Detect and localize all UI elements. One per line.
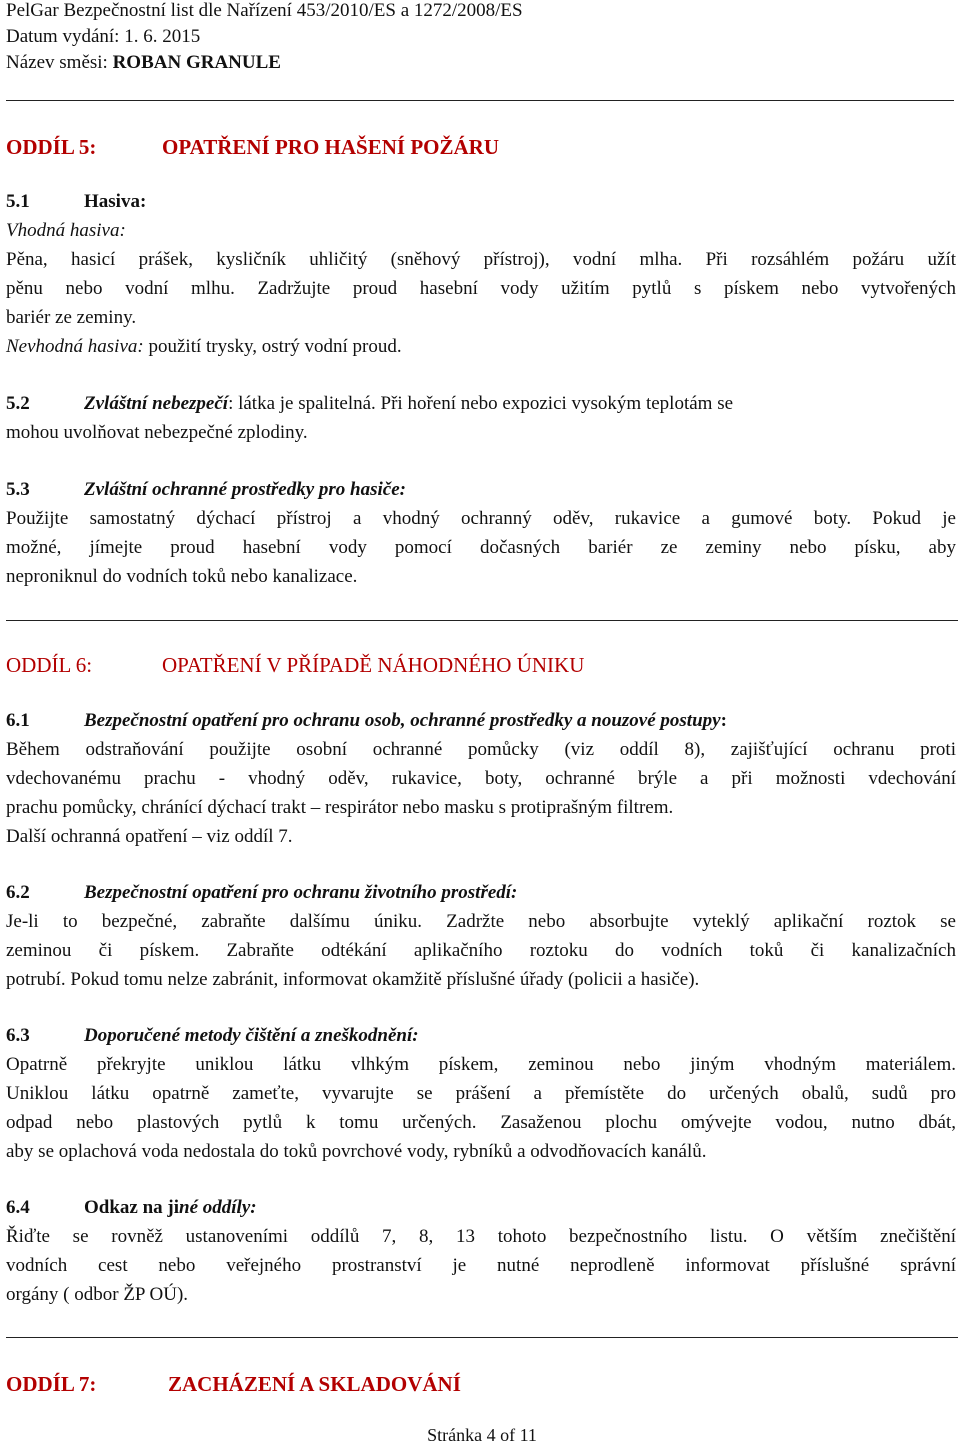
header-title: PelGar Bezpečnostní list dle Nařízení 453/2010/ES a 1272/2008/ES xyxy=(6,0,523,21)
para-6-1-line-3: prachu pomůcky, chránící dýchací trakt – respirátor nebo masku s protiprašným filtrem. xyxy=(6,797,674,818)
para-6-1-line-4: Další ochranná opatření – viz oddíl 7. xyxy=(6,826,293,847)
para-6-2-line-1: Je-li to bezpečné, zabraňte dalšímu úniku. Zadržte nebo absorbujte vyteklý aplikační roztok se xyxy=(6,911,956,932)
subsection-6-4-heading xyxy=(6,1195,257,1221)
mixture-name-value: ROBAN GRANULE xyxy=(112,52,281,73)
subsection-6-3-title: Doporučené metody čištění a zneškodnění: xyxy=(84,1025,419,1046)
subsection-5-2-text: : látka je spalitelná. Při hoření nebo expozici vysokým teplotám se xyxy=(228,393,734,414)
subsection-6-1-colon: : xyxy=(720,710,727,731)
subsection-6-4-title-bold: Odkaz na ji xyxy=(84,1197,180,1218)
page-number: Stránka 4 of 11 xyxy=(427,1425,537,1445)
section-5-title: OPATŘENÍ PRO HAŠENÍ POŽÁRU xyxy=(162,135,499,159)
subsection-6-2-title: Bezpečnostní opatření pro ochranu životního prostředí: xyxy=(84,882,518,903)
subsection-5-1-number: 5.1 xyxy=(6,191,30,212)
subsection-6-1-number: 6.1 xyxy=(6,710,30,731)
para-6-2-line-2: zeminou či pískem. Zabraňte odtékání aplikačního roztoku do vodních toků či kanalizačních xyxy=(6,940,956,961)
subsection-5-1-title: Hasiva: xyxy=(84,191,147,212)
para-6-3-line-4: aby se oplachová voda nedostala do toků povrchové vody, rybníků a odvodňovacích kanálů. xyxy=(6,1141,707,1162)
para-5-1-line-2: pěnu nebo vodní mlhu. Zadržujte proud hasební vody užitím pytlů s pískem nebo vytvořených xyxy=(6,278,956,299)
para-6-3-line-3: odpad nebo plastových pytlů k tomu určených. Zasaženou plochu omývejte vodou, nutno dbát, xyxy=(6,1112,956,1133)
subsection-6-1-title: Bezpečnostní opatření pro ochranu osob, ochranné prostředky a nouzové postupy xyxy=(84,710,721,731)
subsection-5-2-heading xyxy=(6,391,733,417)
subsection-6-4-title-italic: né oddíly: xyxy=(179,1197,257,1218)
header-mixture-name xyxy=(6,52,281,74)
subsection-5-3-number: 5.3 xyxy=(6,479,30,500)
header-rule xyxy=(6,100,954,101)
para-5-3-line-2: možné, jímejte proud hasební vody pomocí dočasných bariér ze zeminy nebo písku, aby xyxy=(6,537,956,558)
para-6-3-line-2: Uniklou látku opatrně zameťte, vyvarujte se prášení a přemístěte do určených obalů, sudů pro xyxy=(6,1083,956,1104)
unsuitable-extinguishers-label: Nevhodná hasiva: xyxy=(6,336,144,357)
section-6-title: OPATŘENÍ V PŘÍPADĚ NÁHODNÉHO ÚNIKU xyxy=(162,653,585,677)
section-7-title: ZACHÁZENÍ A SKLADOVÁNÍ xyxy=(168,1372,461,1396)
subsection-6-2-number: 6.2 xyxy=(6,882,30,903)
section-6-end-rule xyxy=(6,1337,958,1338)
para-5-1-line-3: bariér ze zeminy. xyxy=(6,307,137,328)
unsuitable-extinguishers-text: použití trysky, ostrý vodní proud. xyxy=(143,336,402,357)
document-page xyxy=(6,0,958,1446)
para-6-1-line-1: Během odstraňování použijte osobní ochranné pomůcky (viz oddíl 8), zajišťující ochranu proti xyxy=(6,739,956,760)
subsection-5-1-heading xyxy=(6,189,146,215)
subsection-5-3-title: Zvláštní ochranné prostředky pro hasiče: xyxy=(84,479,406,500)
para-6-4-line-3: orgány ( odbor ŽP OÚ). xyxy=(6,1284,189,1305)
para-6-1-line-2: vdechovanému prachu - vhodný oděv, rukavice, boty, ochranné brýle a při možnosti vdechování xyxy=(6,768,956,789)
section-6-number: ODDÍL 6: xyxy=(6,653,93,677)
section-5-end-rule xyxy=(6,620,958,621)
para-5-1-line-1: Pěna, hasicí prášek, kysličník uhličitý (sněhový přístroj), vodní mlha. Při rozsáhlém požáru užít xyxy=(6,249,956,270)
unsuitable-extinguishers xyxy=(6,334,402,360)
section-7-number: ODDÍL 7: xyxy=(6,1372,97,1396)
para-5-3-line-1: Použijte samostatný dýchací přístroj a vhodný ochranný oděv, rukavice a gumové boty. Pokud je xyxy=(6,508,956,529)
subsection-6-4-number: 6.4 xyxy=(6,1197,30,1218)
subsection-5-3-heading xyxy=(6,477,406,503)
subsection-5-2-title: Zvláštní nebezpečí xyxy=(84,393,229,414)
para-6-2-line-3: potrubí. Pokud tomu nelze zabránit, informovat okamžitě příslušné úřady (policii a hasiče). xyxy=(6,969,700,990)
subsection-6-2-heading xyxy=(6,880,517,906)
header-issue-date: Datum vydání: 1. 6. 2015 xyxy=(6,26,201,47)
para-5-2-line-2: mohou uvolňovat nebezpečné zplodiny. xyxy=(6,422,308,443)
section-5-number: ODDÍL 5: xyxy=(6,135,97,159)
subsection-6-3-number: 6.3 xyxy=(6,1025,30,1046)
subsection-5-2-number: 5.2 xyxy=(6,393,30,414)
para-6-3-line-1: Opatrně překryjte uniklou látku vlhkým pískem, zeminou nebo jiným vhodným materiálem. xyxy=(6,1054,956,1075)
para-6-4-line-2: vodních cest nebo veřejného prostranství je nutné neprodleně informovat příslušné správní xyxy=(6,1255,956,1276)
subsection-6-3-heading xyxy=(6,1023,419,1049)
suitable-extinguishers-label: Vhodná hasiva: xyxy=(6,220,126,241)
subsection-6-1-heading xyxy=(6,708,727,734)
para-5-3-line-3: neproniknul do vodních toků nebo kanalizace. xyxy=(6,566,358,587)
para-6-4-line-1: Řiďte se rovněž ustanoveními oddílů 7, 8, 13 tohoto bezpečnostního listu. O větším znečištění xyxy=(6,1226,956,1247)
mixture-name-label: Název směsi: xyxy=(6,52,113,73)
